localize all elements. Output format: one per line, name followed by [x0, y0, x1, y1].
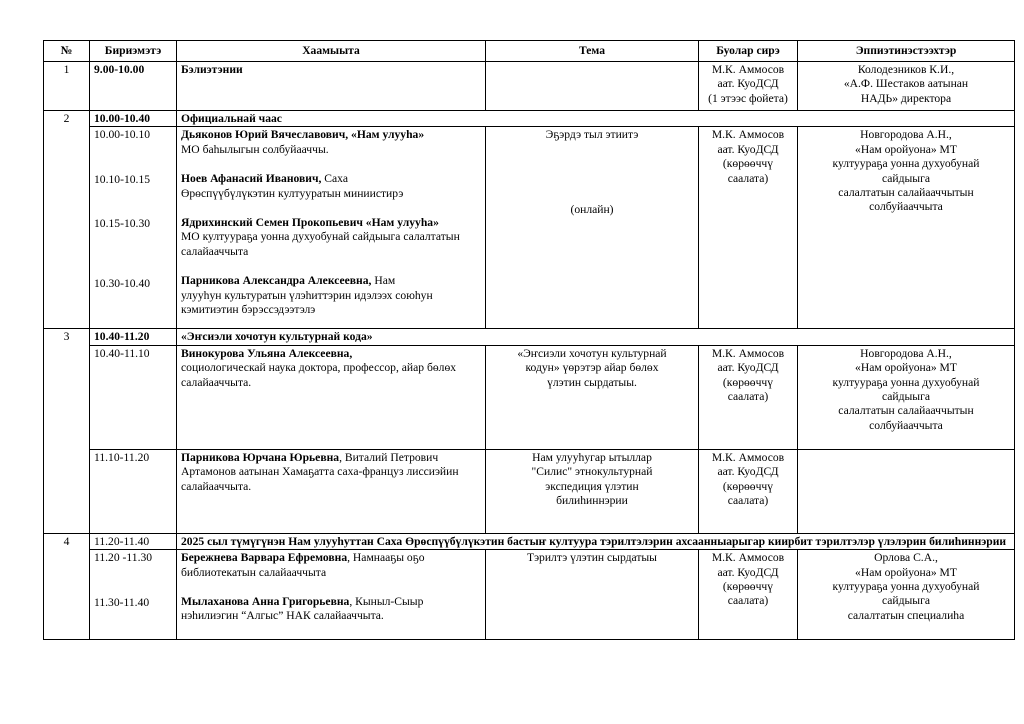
resp-line: «А.Ф. Шестаков аатынан	[843, 77, 969, 91]
section-2-resp	[798, 127, 1015, 329]
header-num: №	[44, 41, 90, 62]
section-4-num: 4	[44, 533, 90, 639]
section-4-row	[44, 533, 1015, 549]
item-place	[699, 449, 798, 533]
resp-line: «Нам оройуона» МТ	[855, 361, 957, 375]
resp-line: култуураҕа уонна духуобунай	[832, 580, 980, 594]
topic-line: Нам улууhугар ытыллар	[532, 450, 652, 464]
item-time: 10.10-10.15	[94, 172, 151, 186]
section-4-times	[90, 550, 177, 640]
section-4-topic: Тэрилтэ үлэтин сырдатыы	[486, 550, 699, 640]
topic-line: билиhиннэрии	[556, 494, 628, 508]
item-time: 11.30-11.40	[94, 595, 150, 609]
topic-line: "Силис" этнокультурнай	[531, 465, 653, 479]
topic-line: экспедиция үлэтин	[545, 479, 639, 493]
speaker-name: Мылаханова Анна Григорьевна	[181, 595, 350, 609]
section-4-place	[699, 550, 798, 640]
speaker-name: Винокурова Ульяна Алексеевна,	[181, 346, 353, 360]
item-resp	[798, 449, 1015, 533]
topic-text: Эҕэрдэ тыл этиитэ	[545, 128, 639, 142]
place-line: саалата)	[727, 594, 769, 608]
section-1-resp	[798, 62, 1015, 111]
item-time: 10.00-10.10	[94, 128, 151, 142]
resp-line: салалтатын специалиhа	[847, 608, 965, 622]
section-3-item-1	[44, 345, 1015, 449]
speaker	[181, 595, 481, 624]
place-line: М.К. Аммосов	[711, 63, 785, 76]
speaker-name: Парникова Юрчана Юрьевна	[181, 450, 340, 464]
speaker	[177, 449, 486, 533]
place-line: аат. КуоДСД	[717, 565, 779, 579]
place-line: аат. КуоДСД	[717, 361, 779, 375]
speaker-role: Нам	[371, 274, 396, 288]
resp-line: сайдыыга	[881, 594, 931, 608]
topic-line: үлэтин сырдатыы.	[547, 375, 637, 389]
section-2-row	[44, 111, 1015, 127]
section-1-row	[44, 62, 1015, 111]
speaker	[181, 128, 481, 157]
speaker-role: , Виталий Петрович Артамонов аатынан Хамаҕатта саха-француз лиссиэйин салайааччыта.	[181, 450, 459, 493]
section-4-detail-row	[44, 550, 1015, 640]
place-line: (көрөөччү	[722, 375, 774, 389]
header-place: Буолар сирэ	[699, 41, 798, 62]
header-row	[44, 41, 1015, 62]
speaker	[177, 345, 486, 449]
resp-line: солбуйааччыта	[869, 418, 943, 432]
section-1-place	[699, 62, 798, 111]
resp-line: НАДЬ» директора	[860, 91, 952, 105]
speaker: Ноев Афанасий Иванович, Саха Өрөспүүбүлүкэтин култууратын миниистирэ	[181, 172, 404, 200]
header-event: Хаамыыта	[177, 41, 486, 62]
section-1-title: Бэлиэтэнии	[177, 62, 486, 111]
speaker: Парникова Александра Алексеевна, Нам улууhун культуратын үлэhиттэрин идэлээх союhун кэмитиэтин бэрэссэдээтэлэ	[181, 274, 433, 317]
item-time: 11.10-11.20	[90, 449, 177, 533]
resp-line: салалтатын салайааччытын	[838, 404, 974, 418]
resp-line: сайдыыга	[881, 171, 931, 185]
resp-line: Новгородова А.Н.,	[860, 346, 952, 360]
speaker-name: Бережнева Варвара Ефремовна	[181, 551, 348, 565]
item-place	[699, 345, 798, 449]
place-line: (1 этээс фойета)	[708, 91, 788, 105]
item-time: 11.20 -11.30	[94, 551, 153, 565]
item-resp	[798, 345, 1015, 449]
item-time: 10.30-10.40	[94, 276, 151, 290]
section-4-time: 11.20-11.40	[90, 533, 177, 549]
place-line: М.К. Аммосов	[711, 346, 785, 360]
topic-text: (онлайн)	[570, 202, 614, 216]
speaker-role: МО баhылыгын солбуйааччы.	[181, 142, 329, 156]
section-3-title: «Эҥсиэли хочотун культурнай кода»	[177, 329, 1015, 345]
header-topic: Тема	[486, 41, 699, 62]
speaker-name: Дьяконов Юрий Вячеславович, «Нам улууhа»	[181, 128, 425, 142]
item-time: 10.40-11.10	[90, 345, 177, 449]
section-1-num: 1	[44, 62, 90, 111]
resp-line: Колодезников К.И.,	[857, 63, 955, 76]
resp-line: «Нам оройуона» МТ	[855, 142, 957, 156]
place-line: М.К. Аммосов	[711, 450, 785, 464]
item-topic	[486, 345, 699, 449]
place-line: (көрөөччү	[722, 479, 774, 493]
section-3-num: 3	[44, 329, 90, 533]
speaker-name: Ядрихинский Семен Прокопьевич «Нам улууhа»	[181, 216, 439, 230]
section-1-topic	[486, 62, 699, 111]
header-resp: Эппиэтинэстээхтэр	[798, 41, 1015, 62]
resp-line: култуураҕа уонна духуобунай	[832, 157, 980, 171]
place-line: (көрөөччү	[722, 157, 774, 171]
topic-line: «Эҥсиэли хочотун культурнай	[517, 346, 667, 360]
resp-line: култуураҕа уонна духуобунай	[832, 375, 980, 389]
section-2-topic	[486, 127, 699, 329]
speaker-role: , Кыныл-Сыыр нэhилиэгин “Алгыс” НАК салайааччыта.	[181, 595, 424, 623]
section-2-place	[699, 127, 798, 329]
speaker-role: Саха	[321, 172, 348, 186]
place-line: саалата)	[727, 171, 769, 185]
section-3-row	[44, 329, 1015, 345]
topic-line: кодун» үөрэтэр айар бөлөх	[525, 361, 659, 375]
section-4-resp	[798, 550, 1015, 640]
item-time: 10.15-10.30	[94, 217, 151, 231]
section-2-speakers	[177, 127, 486, 329]
section-1-time: 9.00-10.00	[90, 62, 177, 111]
speaker-name: Парникова Александра Алексеевна,	[181, 274, 372, 288]
resp-line: Орлова С.А.,	[874, 551, 938, 565]
section-2-title: Официальнай чаас	[177, 111, 1015, 127]
resp-line: «Нам оройуона» МТ	[855, 565, 957, 579]
place-line: саалата)	[727, 494, 769, 508]
speaker-role: , Намнааҕы оҕо библиотекатын салайааччыта	[181, 551, 425, 579]
place-line: М.К. Аммосов	[711, 551, 785, 565]
section-2-num: 2	[44, 111, 90, 329]
speaker-role: МО култуураҕа уонна духуобунай сайдыыга салалтатын салайааччыта	[181, 230, 460, 258]
section-2-times	[90, 127, 177, 329]
section-2-detail-row	[44, 127, 1015, 329]
program-table	[43, 40, 1015, 640]
place-line: саалата)	[727, 390, 769, 404]
resp-line: салалтатын салайааччытын	[838, 186, 974, 200]
speaker-role: социологическай наука доктора, профессор, айар бөлөх салайааччыта.	[181, 361, 457, 389]
place-line: М.К. Аммосов	[711, 128, 785, 142]
section-3-time: 10.40-11.20	[90, 329, 177, 345]
resp-line: Новгородова А.Н.,	[860, 128, 952, 142]
section-2-time: 10.00-10.40	[90, 111, 177, 127]
header-time: Бириэмэтэ	[90, 41, 177, 62]
item-topic	[486, 449, 699, 533]
speaker	[181, 551, 481, 580]
speaker	[181, 216, 481, 259]
resp-line: сайдыыга	[881, 390, 931, 404]
place-line: аат. КуоДСД	[717, 142, 779, 156]
place-line: аат. КуоДСД	[717, 77, 779, 91]
section-4-speakers	[177, 550, 486, 640]
place-line: (көрөөччү	[722, 580, 774, 594]
speaker-name: Ноев Афанасий Иванович,	[181, 172, 322, 186]
place-line: аат. КуоДСД	[717, 465, 779, 479]
resp-line: солбуйааччыта	[869, 200, 943, 214]
section-3-item-2	[44, 449, 1015, 533]
section-4-title: 2025 сыл түмүгүнэн Нам улууhуттан Саха Өрөспүүбүлүкэтин бастыҥ култуура тэрилтэлэрин ахсаанныарыгар киирбит тэрилтэлэр үлэлэрин билиhиннэрии	[177, 533, 1015, 549]
